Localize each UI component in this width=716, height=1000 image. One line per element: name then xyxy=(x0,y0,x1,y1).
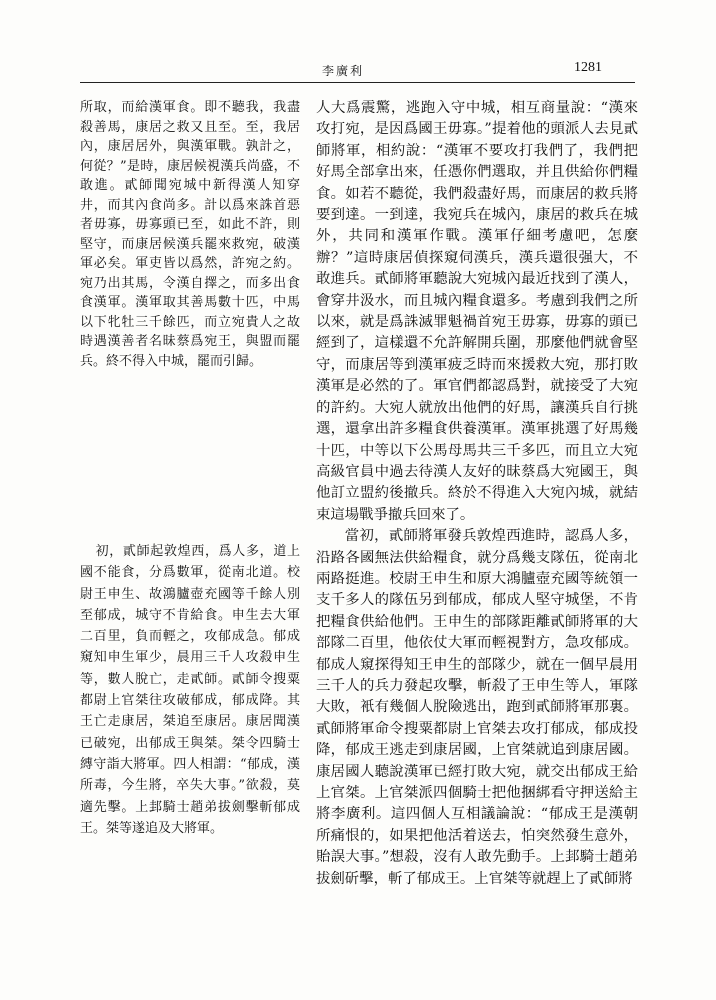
page-header xyxy=(0,60,716,80)
page-number: 1281 xyxy=(574,60,602,75)
classical-text-column-top xyxy=(80,98,300,371)
running-title: 李廣利 xyxy=(322,64,365,78)
translation-paragraph: 當初，貳師將軍發兵敦煌西進時，認爲人多，沿路各國無法供給糧食，就分爲幾支隊伍，從南北兩路挺進。校尉王申生和原大鴻臚壺充國等統領一支千多人的隊伍另到郁成，郁成人堅守城堡，不肯把糧食供給他們。王申生的部隊距離貳師將軍的大部隊二百里，他依仗大軍而輕視對方，急攻郁成。郁成人窺探得知王申生的部隊少，就在一個早晨用三千人的兵力發起攻擊，斬殺了王申生等人，軍隊大敗，衹有幾個人脫險逃出，跑到貳師將軍那裏。貳師將軍命令搜粟都尉上官桀去攻打郁成，郁成投降，郁成王逃走到康居國，上官桀就追到康居國。康居國人聽說漢軍已經打敗大宛，就交出郁成王給上官桀。上官桀派四個騎士把他捆綁看守押送給主將李廣利。這四個人互相議論說：“郁成王是漢朝所痛恨的，如果把他活着送去，怕突然發生意外，貽誤大事。”想殺，沒有人敢先動手。上邽騎士趙弟拔劍斫擊，斬了郁成王。上官桀等就趕上了貳師將 xyxy=(316,528,638,887)
translation-paragraph: 人大爲震驚，逃跑入守中城，相互商量說：“漢來攻打宛，是因爲國王毋寡。”提着他的頭派人去見貳師將軍，相約說：“漢軍不要攻打我們了，我們把好馬全部拿出來，任憑你們選取，并且供給你們糧食。如若不聽從，我們殺盡好馬，而康居的救兵將要到達。一到達，我宛兵在城內，康居的救兵在城外，共同和漢軍作戰。漢軍仔細考慮吧，怎麼辦？”這時康居偵探窺伺漢兵，漢兵還很强大，不敢進兵。貳師將軍聽說大宛城內最近找到了漢人，會穿井汲水，而且城內糧食還多。考慮到我們之所以來，就是爲誅滅罪魁禍首宛王毋寡，毋寡的頭已經到了，這樣還不允許解開兵圍，那麼他們就會堅守，而康居等到漢軍疲乏時而來援救大宛，那打敗漢軍是必然的了。軍官們都認爲對，就接受了大宛的許約。大宛人就放出他們的好馬，讓漢兵自行挑選，還拿出許多糧食供養漢軍。漢軍挑選了好馬幾十匹，中等以下公馬母馬共三千多匹，而且立大宛高級官員中過去待漢人友好的昧蔡爲大宛國王，與他訂立盟約後撤兵。終於不得進入大宛內城，就結束這場戰爭撤兵回來了。 xyxy=(316,100,638,523)
header-rule xyxy=(80,82,635,83)
classical-text-column-bottom xyxy=(80,541,300,839)
modern-translation-column xyxy=(316,98,638,890)
classical-paragraph: 所取，而給漢軍食。即不聽我，我盡殺善馬，康居之救又且至。至，我居內，康居居外，與漢軍戰。孰計之，何從？”是時，康居候視漢兵尚盛，不敢進。貳師聞宛城中新得漢人知穿井，而其內食尚多。計以爲來誅首惡者毋寡，毋寡頭已至，如此不許，則堅守，而康居候漢兵罷來救宛，破漢軍必矣。軍吏皆以爲然，許宛之約。宛乃出其馬，令漢自擇之，而多出食食漢軍。漢軍取其善馬數十匹，中馬以下牝牡三千餘匹，而立宛貴人之故時遇漢善者名昧蔡爲宛王，與盟而罷兵。終不得入中城，罷而引歸。 xyxy=(80,100,300,369)
classical-paragraph: 初，貳師起敦煌西，爲人多，道上國不能食，分爲數軍，從南北道。校尉王申生、故鴻臚壺充國等千餘人別至郁成，城守不肯給食。申生去大軍二百里，負而輕之，攻郁成急。郁成窺知申生軍少，晨用三千人攻殺申生等，數人脫亡，走貳師。貳師令搜粟都尉上官桀往攻破郁成，郁成降。其王亡走康居，桀追至康居。康居聞漢已破宛，出郁成王與桀。桀令四騎士縛守詣大將軍。四人相謂：“郁成，漢所毒，今生將，卒失大事。”欲殺，莫適先擊。上邽騎士趙弟拔劍擊斬郁成王。桀等遂追及大將軍。 xyxy=(80,544,300,836)
